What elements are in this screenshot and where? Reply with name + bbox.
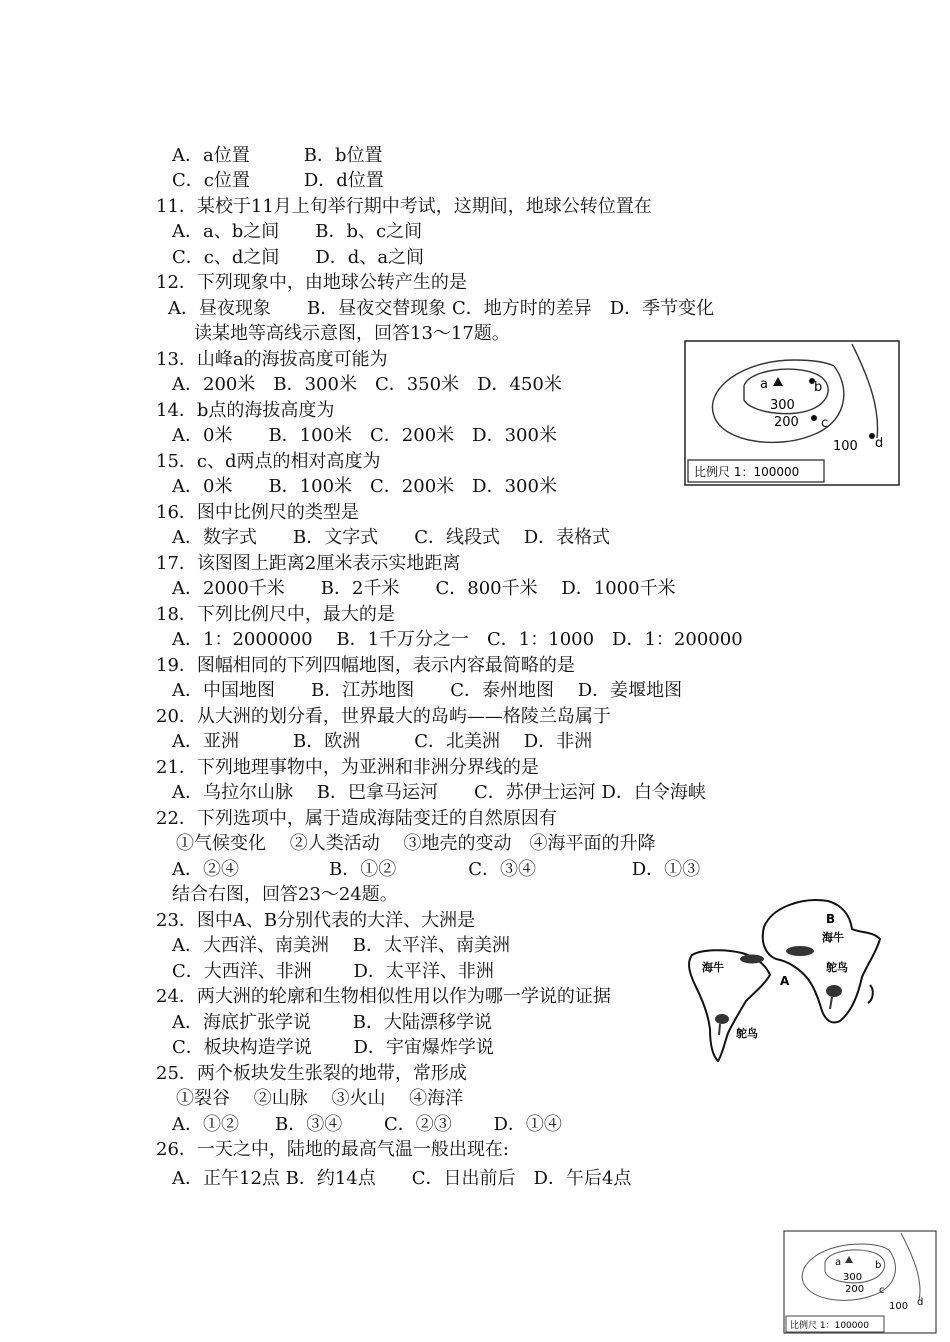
text-line: ①气候变化 ②人类活动 ③地壳的变动 ④海平面的升降 [176, 833, 656, 854]
thumb-scale-text: 比例尺 1：100000 [790, 1321, 869, 1331]
text-line: A．②④ B．①② C．③④ D．①③ [172, 859, 701, 880]
text-line: A．海底扩张学说 B．大陆漂移学说 [172, 1012, 492, 1033]
text-line: 结合右图，回答23～24题。 [172, 884, 398, 905]
text-line: 24．两大洲的轮廓和生物相似性用以作为哪一学说的证据 [156, 986, 611, 1007]
text-line: 12．下列现象中，由地球公转产生的是 [156, 272, 467, 293]
contour-map-figure [684, 340, 900, 486]
text-line: A．亚洲 B．欧洲 C．北美洲 D．非洲 [172, 731, 593, 752]
text-line: 19．图幅相同的下列四幅地图，表示内容最简略的是 [156, 655, 575, 676]
label-ostrich-africa: 鸵鸟 [826, 961, 848, 974]
thumb-label-200: 200 [845, 1284, 865, 1295]
text-line: A．中国地图 B．江苏地图 C．泰州地图 D．姜堰地图 [172, 680, 683, 701]
text-line: ①裂谷 ②山脉 ③火山 ④海洋 [176, 1088, 464, 1109]
contour-map-thumbnail [783, 1230, 937, 1334]
text-line: A．0米 B．100米 C．200米 D．300米 [172, 425, 557, 446]
text-line: 26．一天之中，陆地的最高气温一般出现在: [156, 1139, 509, 1160]
text-line: 18．下列比例尺中，最大的是 [156, 604, 395, 625]
text-line: A．a、b之间 B．b、c之间 [172, 221, 423, 242]
text-line: C．c位置 D．d位置 [172, 170, 384, 191]
text-line: 16．图中比例尺的类型是 [156, 502, 359, 523]
text-line: C．板块构造学说 D．宇宙爆炸学说 [172, 1037, 494, 1058]
point-c-icon [811, 415, 817, 421]
text-line: 14．b点的海拔高度为 [156, 400, 335, 421]
thumb-label-a: a [835, 1257, 842, 1268]
ostrich-america-leg-icon [719, 1024, 720, 1035]
thumb-label-d: d [917, 1297, 924, 1308]
text-line: A．①② B．③④ C．②③ D．①④ [172, 1114, 562, 1135]
text-line: 15．c、d两点的相对高度为 [156, 451, 381, 472]
madagascar-outline [868, 985, 873, 1003]
text-line: C．大西洋、非洲 D．太平洋、非洲 [172, 961, 494, 982]
text-line: 17．该图图上距离2厘米表示实地距离 [156, 553, 461, 574]
text-line: A．200米 B．300米 C．350米 D．450米 [172, 374, 562, 395]
text-line: 11．某校于11月上旬举行期中考试，这期间，地球公转位置在 [156, 196, 652, 217]
text-line: 21．下列地理事物中，为亚洲和非洲分界线的是 [156, 757, 539, 778]
text-line: A．数字式 B．文字式 C．线段式 D．表格式 [172, 527, 611, 548]
africa-outline [763, 900, 880, 1022]
text-line: 20．从大洲的划分看，世界最大的岛屿——格陵兰岛属于 [156, 706, 611, 727]
thumb-label-c: c [879, 1285, 885, 1296]
manatee-africa-icon [786, 946, 814, 956]
thumb-label-100: 100 [889, 1301, 909, 1312]
label-manatee-africa: 海牛 [822, 931, 844, 944]
text-line: A．乌拉尔山脉 B．巴拿马运河 C．苏伊士运河 D．白令海峡 [172, 782, 706, 803]
continents-map-figure [682, 893, 888, 1065]
text-line: A．0米 B．100米 C．200米 D．300米 [172, 476, 557, 497]
label-b-continent: B [826, 912, 836, 926]
label-200: 200 [774, 415, 799, 430]
text-line: 13．山峰a的海拔高度可能为 [156, 349, 388, 370]
label-manatee-america: 海牛 [702, 961, 724, 974]
label-a-ocean: A [780, 974, 790, 988]
text-line: 22．下列选项中，属于造成海陆变迁的自然原因有 [156, 808, 557, 829]
text-line: A．昼夜现象 B．昼夜交替现象 C．地方时的差异 D．季节变化 [168, 298, 715, 319]
scale-text: 比例尺 1：100000 [694, 465, 800, 479]
text-line: A．大西洋、南美洲 B．太平洋、南美洲 [172, 935, 510, 956]
text-line: A．1：2000000 B．1千万分之一 C．1：1000 D．1：200000 [172, 629, 743, 650]
text-line: 25．两个板块发生张裂的地带，常形成 [156, 1063, 467, 1084]
label-d: d [875, 436, 884, 451]
label-b: b [814, 380, 823, 395]
label-ostrich-america: 鸵鸟 [736, 1027, 758, 1040]
text-line: A．正午12点 B．约14点 C．日出前后 D．午后4点 [172, 1168, 632, 1189]
text-line: C．c、d之间 D．d、a之间 [172, 247, 425, 268]
label-c: c [821, 416, 829, 431]
thumb-label-b: b [875, 1260, 882, 1271]
label-300: 300 [770, 398, 795, 413]
label-100: 100 [833, 439, 858, 454]
manatee-america-icon [740, 955, 764, 964]
thumb-label-300: 300 [843, 1272, 863, 1283]
ostrich-america-icon [715, 1014, 729, 1024]
label-a: a [760, 377, 768, 392]
text-line: 读某地等高线示意图，回答13～17题。 [194, 323, 510, 344]
text-line: A．a位置 B．b位置 [172, 145, 383, 166]
text-line: 23．图中A、B分别代表的大洋、大洲是 [156, 910, 476, 931]
ostrich-africa-icon [826, 985, 842, 997]
text-line: A．2000千米 B．2千米 C．800千米 D．1000千米 [172, 578, 676, 599]
